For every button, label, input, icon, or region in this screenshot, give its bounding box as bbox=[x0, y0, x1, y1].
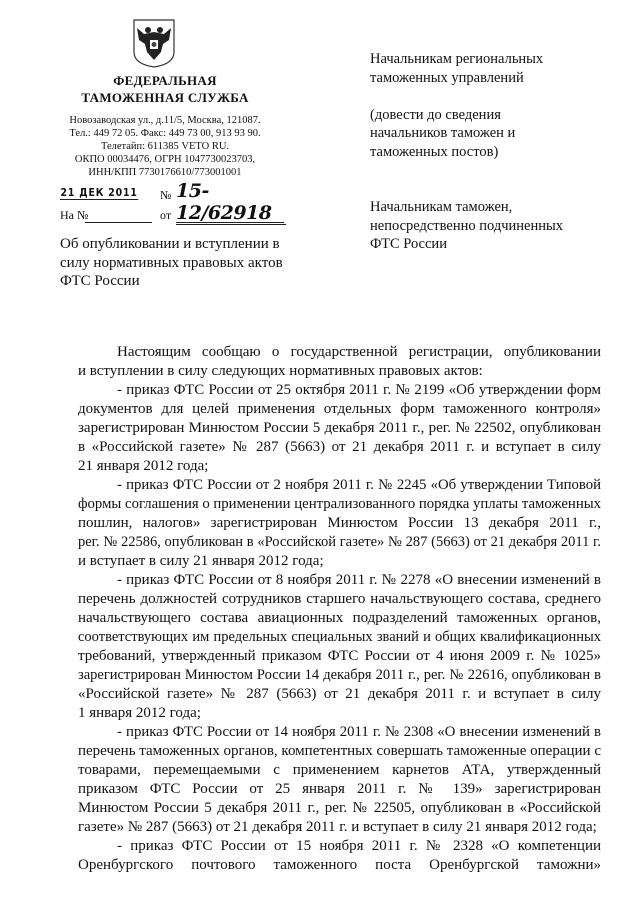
body-line: - приказ ФТС России от 25 октября 2011 г. № 2199 «Об утверждении форм bbox=[117, 382, 601, 398]
body-line: пошлин, налогов» зарегистрирован Минюстом России 13 декабря 2011 г., bbox=[78, 515, 601, 531]
body-line: Настоящим сообщаю о государственной регистрации, опубликовании bbox=[117, 344, 601, 360]
letter-body bbox=[78, 343, 601, 875]
body-paragraph bbox=[78, 723, 601, 837]
body-line: зарегистрирован Минюстом России 14 декабря 2011 г., рег. № 22616, опубликован в bbox=[78, 667, 601, 683]
okpo-ogrn-line: ОКПО 00034476, ОГРН 1047730023703, bbox=[74, 154, 256, 165]
body-line: «Российской газете» № 287 (5663) от 21 декабря 2011 г. и вступает в силу bbox=[78, 686, 601, 702]
document-number-handwritten: 15-12/62918 bbox=[176, 180, 286, 225]
body-line: приказом ФТС России от 25 января 2011 г. № 139» зарегистрирован bbox=[78, 781, 601, 797]
org-name-line1: ФЕДЕРАЛЬНАЯ bbox=[113, 73, 217, 88]
addressee-line: таможенных постов) bbox=[370, 143, 499, 160]
reference-date-blank bbox=[176, 222, 284, 223]
body-line: формы соглашения о применении централизованного порядка уплаты таможенных bbox=[78, 496, 601, 512]
body-line: товарами, перемещаемыми с применением карнетов АТА, утвержденный bbox=[78, 762, 601, 778]
body-paragraph bbox=[78, 837, 601, 875]
body-line: требований, утвержденный приказом ФТС России от 4 июня 2009 г. № 1025» bbox=[78, 648, 601, 664]
body-line: газете» № 287 (5663) от 21 декабря 2011 г. и вступает в силу 21 января 2012 года; bbox=[78, 819, 597, 835]
body-paragraph bbox=[78, 571, 601, 723]
body-line: начальствующего состава авиационных подразделений таможенных органов, bbox=[78, 610, 601, 626]
body-line: - приказ ФТС России от 15 ноября 2011 г. № 2328 «О компетенции bbox=[117, 838, 601, 854]
phone-line: Тел.: 449 72 05. Факс: 449 73 00, 913 93 90. bbox=[69, 128, 261, 139]
body-line: рег. № 22586, опубликован в «Российской газете» № 287 (5663) от 21 декабря 2011 г. bbox=[78, 534, 601, 550]
subject-line: ФТС России bbox=[60, 273, 140, 289]
body-line: и вступает в силу 21 января 2012 года; bbox=[78, 553, 324, 569]
document-date-stamp: 21 ДЕК 2011 bbox=[60, 186, 138, 199]
reference-number-label: На № bbox=[60, 208, 89, 222]
body-paragraph bbox=[78, 343, 601, 381]
body-line: - приказ ФТС России от 8 ноября 2011 г. № 2278 «О внесении изменений в bbox=[117, 572, 601, 588]
org-name-line2: ТАМОЖЕННАЯ СЛУЖБА bbox=[81, 90, 249, 105]
addressee-spacer bbox=[370, 87, 543, 106]
body-line: перечень должностей сотрудников старшего начальствующего состава, среднего bbox=[78, 591, 601, 607]
body-line: - приказ ФТС России от 14 ноября 2011 г. № 2308 «О внесении изменений в bbox=[117, 724, 601, 740]
addressee-line: Начальникам таможен, bbox=[370, 199, 513, 215]
body-paragraph bbox=[78, 476, 601, 571]
body-line: перечень таможенных органов, компетентных совершать таможенные операции с bbox=[78, 743, 601, 759]
body-line: в «Российской газете» № 287 (5663) от 21 декабря 2011 г. и вступает в силу bbox=[78, 439, 601, 455]
inn-kpp-line: ИНН/КПП 7730176610/773001001 bbox=[88, 167, 242, 178]
number-label: № bbox=[160, 188, 172, 202]
reference-number-blank bbox=[85, 222, 152, 223]
addressee-line: Начальникам региональных bbox=[370, 51, 544, 67]
body-line: и вступлении в силу следующих нормативных правовых актов: bbox=[78, 363, 483, 379]
body-line: - приказ ФТС России от 2 ноября 2011 г. № 2245 «Об утверждении Типовой bbox=[117, 477, 601, 493]
body-line: документов для целей применения отдельных форм таможенного контроля» bbox=[78, 401, 601, 417]
body-line: зарегистрирован Минюстом России 5 декабря 2011 г., рег. № 22502, опубликован bbox=[78, 420, 601, 436]
coat-of-arms-emblem-icon bbox=[131, 18, 177, 68]
addressee-line: таможенных управлений bbox=[370, 69, 524, 86]
body-line: Минюстом России 5 декабря 2011 г., рег. № 22505, опубликован в «Российской bbox=[78, 800, 601, 816]
body-paragraph bbox=[78, 381, 601, 476]
addressee-regional bbox=[370, 50, 543, 161]
reference-date-label: от bbox=[160, 208, 172, 222]
address-line: Новозаводская ул., д.11/5, Москва, 121087. bbox=[69, 115, 261, 126]
addressee-line: начальников таможен и bbox=[370, 125, 516, 141]
body-line: соответствующих им предельных специальных званий и общих квалификационных bbox=[78, 629, 601, 645]
addressee-customs bbox=[370, 198, 563, 254]
addressee-line: ФТС России bbox=[370, 236, 447, 252]
subject-line: силу нормативных правовых актов bbox=[60, 254, 283, 271]
teletype-line: Телетайп: 611385 VETO RU. bbox=[100, 141, 230, 152]
subject-line: Об опубликовании и вступлении в bbox=[60, 236, 280, 252]
org-address bbox=[50, 114, 280, 179]
body-line: Оренбургского почтового таможенного поста Оренбургской таможни» bbox=[78, 857, 601, 873]
body-line: 1 января 2012 года; bbox=[78, 705, 201, 721]
body-line: 21 января 2012 года; bbox=[78, 458, 209, 474]
addressee-line: (довести до сведения bbox=[370, 106, 501, 123]
addressee-line: непосредственно подчиненных bbox=[370, 217, 563, 234]
letter-subject bbox=[60, 235, 283, 291]
